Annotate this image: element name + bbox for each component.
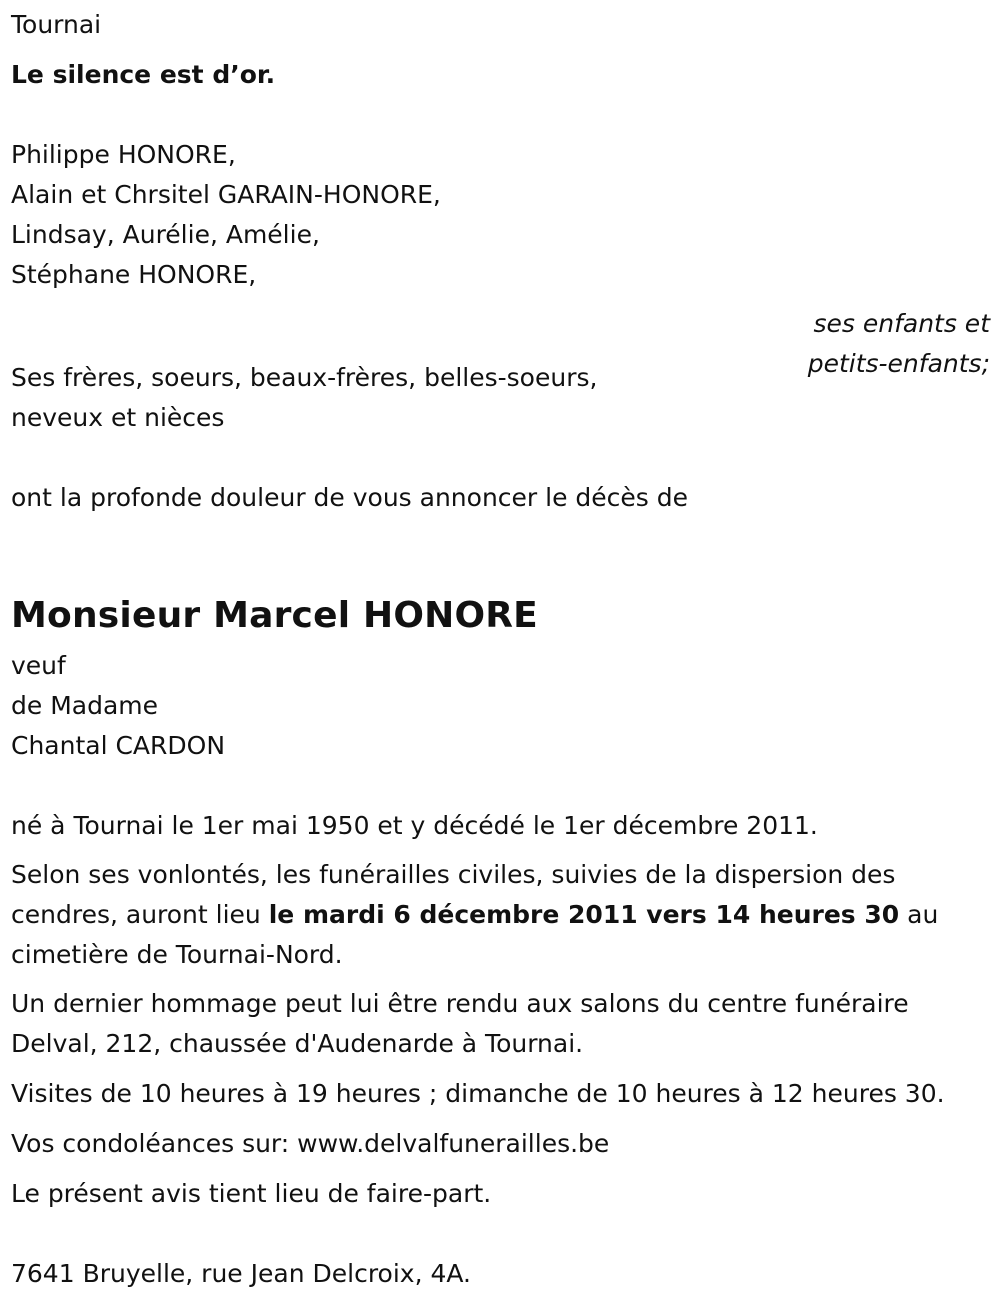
funeral-paragraph [11, 855, 991, 975]
child-name: Lindsay, Aurélie, Amélie, [11, 220, 320, 249]
children-role-line2: petits-enfants; [807, 349, 990, 378]
siblings-line1: Ses frères, soeurs, beaux-frères, belles-soeurs, [11, 363, 598, 392]
visits-text: Visites de 10 heures à 19 heures ; dimanche de 10 heures à 12 heures 30. [11, 1079, 945, 1108]
deceased-name: Monsieur Marcel HONORE [11, 595, 538, 636]
condolences-text: Vos condoléances sur: www.delvalfunerailles.be [11, 1129, 610, 1158]
address-text: 7641 Bruyelle, rue Jean Delcroix, 4A. [11, 1259, 471, 1288]
widow-line3: Chantal CARDON [11, 731, 226, 760]
notice-text: Le présent avis tient lieu de faire-part. [11, 1179, 492, 1208]
funeral-date: le mardi 6 décembre 2011 vers 14 heures 30 [268, 900, 900, 929]
child-name: Stéphane HONORE, [11, 260, 257, 289]
funeral-text-post: au cimetière de Tournai-Nord. [11, 900, 939, 969]
child-name: Philippe HONORE, [11, 140, 236, 169]
children-role-line1: ses enfants et [813, 309, 990, 338]
homage-paragraph: Un dernier hommage peut lui être rendu aux salons du centre funéraire Delval, 212, chaussée d'Audenarde à Tournai. [11, 989, 909, 1058]
birth-death-text: né à Tournai le 1er mai 1950 et y décédé le 1er décembre 2011. [11, 811, 818, 840]
widow-line1: veuf [11, 651, 66, 680]
widow-line2: de Madame [11, 691, 159, 720]
siblings-line2: neveux et nièces [11, 403, 225, 432]
motto: Le silence est d’or. [11, 60, 276, 89]
announcement-text: ont la profonde douleur de vous annoncer le décès de [11, 483, 689, 512]
city-label: Tournai [11, 10, 102, 39]
child-name: Alain et Chrsitel GARAIN-HONORE, [11, 180, 441, 209]
funeral-text-pre: Selon ses vonlontés, les funérailles civiles, suivies de la dispersion des cendres, auront lieu [11, 860, 896, 929]
